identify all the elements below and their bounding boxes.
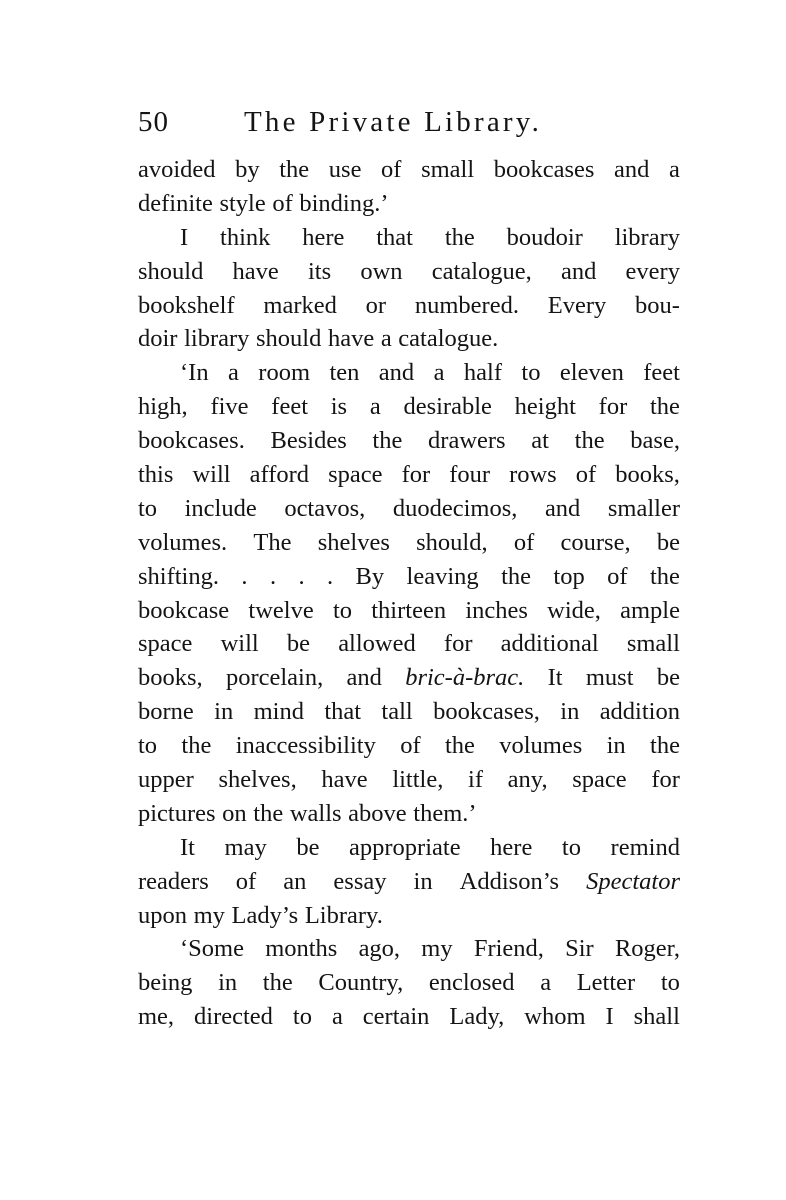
word: the — [253, 799, 284, 827]
word: to — [561, 833, 581, 861]
word: the — [444, 732, 475, 760]
word: numbered. — [414, 291, 519, 319]
word: in — [606, 732, 626, 760]
word — [405, 661, 524, 695]
word: for — [651, 766, 680, 794]
word: pictures — [138, 799, 216, 827]
word: course, — [560, 528, 631, 556]
word: bou- — [635, 291, 680, 319]
word: bookshelf — [138, 291, 235, 319]
word: borne — [138, 698, 194, 726]
word: the — [279, 156, 310, 183]
word: Sir — [565, 935, 594, 963]
word: my — [421, 935, 453, 963]
word: for — [598, 393, 628, 421]
text-line — [138, 966, 680, 1000]
word: Lady’s — [231, 901, 299, 929]
word: and — [346, 664, 382, 692]
word: I — [605, 1003, 614, 1031]
word: remind — [610, 833, 680, 861]
word: the — [649, 393, 680, 421]
text-line — [138, 729, 680, 763]
word: duodecimos, — [392, 494, 518, 522]
text-line — [138, 1000, 680, 1034]
word: on — [222, 799, 247, 827]
word: to — [138, 494, 158, 522]
word: rows — [509, 461, 557, 489]
word: directed — [194, 1003, 273, 1031]
text-line — [138, 390, 680, 424]
word: Letter — [576, 969, 636, 997]
word: Besides — [270, 427, 347, 455]
word: little, — [392, 766, 444, 794]
word: the — [262, 969, 293, 997]
word: may — [224, 833, 267, 861]
word: height — [514, 393, 576, 421]
italic-text: bric-à-brac. — [405, 664, 525, 692]
word: . — [327, 562, 334, 590]
word: me, — [138, 1003, 175, 1031]
word: It — [180, 833, 195, 861]
word: room — [258, 359, 311, 387]
word: a — [669, 156, 680, 183]
word: being — [138, 969, 193, 997]
text-line — [138, 526, 680, 560]
word: a — [380, 325, 392, 353]
word: have — [232, 257, 279, 285]
word: should, — [416, 528, 488, 556]
word: in — [560, 698, 580, 726]
text-line — [138, 695, 680, 729]
word: its — [308, 257, 332, 285]
word: Friend, — [473, 935, 544, 963]
word: this — [138, 461, 174, 489]
word: to — [660, 969, 680, 997]
word: bookcases. — [138, 427, 245, 455]
word: Lady, — [449, 1003, 505, 1031]
text-line — [138, 221, 680, 255]
word: inaccessibility — [235, 732, 376, 760]
word: a — [228, 359, 239, 387]
word: It — [547, 664, 563, 692]
word: volumes. — [138, 528, 228, 556]
word: use — [328, 156, 362, 183]
word: catalogue. — [398, 325, 499, 353]
word: porcelain, — [225, 664, 324, 692]
word: afford — [249, 461, 310, 489]
word: bookcase — [138, 596, 230, 624]
word: inches — [465, 596, 528, 624]
word: and — [560, 257, 597, 285]
word: for — [401, 461, 431, 489]
word: marked — [263, 291, 337, 319]
word: of — [381, 156, 402, 183]
word: . — [269, 562, 277, 590]
word: Country, — [318, 969, 404, 997]
word: whom — [524, 1003, 586, 1031]
word: upper — [138, 766, 194, 794]
word: appropriate — [349, 833, 461, 861]
word: library — [614, 223, 680, 251]
word: at — [531, 427, 549, 455]
word: be — [656, 528, 680, 556]
word: think — [220, 223, 271, 251]
word: shall — [633, 1003, 680, 1031]
word: a — [433, 359, 445, 387]
word: volumes — [499, 732, 583, 760]
word: wide, — [547, 596, 601, 624]
word: shelves, — [218, 766, 297, 794]
text-line — [138, 797, 680, 831]
word: By — [355, 562, 385, 590]
word: upon — [138, 901, 187, 929]
word: Library. — [304, 901, 383, 929]
text-line — [138, 356, 680, 390]
word: to — [332, 596, 353, 624]
word: library — [184, 325, 250, 353]
text-line — [138, 187, 680, 221]
word: the — [574, 427, 605, 455]
word: space — [572, 766, 627, 794]
word: above — [348, 799, 407, 827]
word: any, — [507, 766, 548, 794]
word: Roger, — [614, 935, 680, 963]
word: in — [413, 867, 433, 895]
word: should — [256, 325, 322, 353]
word: the — [649, 562, 680, 590]
word: . — [241, 562, 248, 590]
word: certain — [362, 1003, 430, 1031]
text-line — [138, 560, 680, 594]
word: The — [253, 528, 292, 556]
text-line — [138, 458, 680, 492]
word: will — [220, 630, 259, 658]
word: twelve — [248, 596, 314, 624]
word: small — [626, 630, 680, 658]
running-title: The Private Library. — [244, 106, 543, 138]
word: octavos, — [284, 494, 366, 522]
word: and — [378, 359, 415, 387]
page-number: 50 — [138, 106, 169, 138]
word: of — [513, 528, 535, 556]
text-line — [138, 627, 680, 661]
word: for — [443, 630, 473, 658]
word: of — [607, 562, 628, 590]
word: include — [184, 494, 257, 522]
word: walls — [289, 799, 342, 827]
word: by — [235, 156, 260, 183]
word: or — [365, 291, 387, 319]
word: be — [656, 664, 680, 692]
word: shifting. — [138, 562, 219, 590]
word: a — [331, 1003, 343, 1031]
word: and — [614, 156, 650, 183]
word: of — [575, 461, 597, 489]
word: must — [585, 664, 634, 692]
word: the — [181, 732, 212, 760]
word: if — [468, 766, 483, 794]
word: of — [272, 189, 293, 217]
word: is — [330, 393, 348, 421]
word: binding.’ — [299, 189, 389, 217]
word: the — [372, 427, 403, 455]
word: ‘In — [180, 359, 209, 387]
word: tall — [381, 698, 413, 726]
word: leaving — [406, 562, 479, 590]
text-line — [138, 594, 680, 628]
word: four — [449, 461, 491, 489]
word: high, — [138, 393, 188, 421]
text-line — [138, 932, 680, 966]
word: additional — [500, 630, 599, 658]
word: space — [328, 461, 383, 489]
word: . — [298, 562, 305, 590]
word: them.’ — [413, 799, 477, 827]
word — [586, 865, 680, 899]
word: boudoir — [506, 223, 583, 251]
word: readers — [138, 867, 209, 895]
text-line — [138, 255, 680, 289]
word: addition — [599, 698, 680, 726]
word: books, — [615, 461, 680, 489]
word: should — [138, 257, 204, 285]
word: months — [265, 935, 338, 963]
word: mind — [253, 698, 304, 726]
word: base, — [630, 427, 680, 455]
italic-text: Spectator — [586, 867, 680, 895]
word: books, — [138, 664, 203, 692]
word: of — [400, 732, 421, 760]
word: top — [553, 562, 585, 590]
word: in — [218, 969, 238, 997]
word: shelves — [317, 528, 390, 556]
word: style — [219, 189, 266, 217]
word: the — [501, 562, 531, 590]
text-line — [138, 763, 680, 797]
word: here — [490, 833, 533, 861]
word: a — [540, 969, 552, 997]
text-line — [138, 899, 680, 933]
word: enclosed — [428, 969, 515, 997]
running-head — [138, 100, 598, 144]
word: doir — [138, 325, 178, 353]
word: have — [327, 325, 375, 353]
word: a — [369, 393, 381, 421]
text-line — [138, 153, 680, 187]
word: every — [625, 257, 680, 285]
word: bookcases — [493, 156, 595, 183]
word: avoided — [138, 156, 216, 183]
word: Every — [547, 291, 607, 319]
word: feet — [643, 359, 680, 387]
word: eleven — [559, 359, 624, 387]
text-line — [138, 322, 680, 356]
word: to — [292, 1003, 312, 1031]
word: essay — [333, 867, 387, 895]
word: drawers — [428, 427, 506, 455]
word: definite — [138, 189, 213, 217]
word: be — [286, 630, 311, 658]
word: that — [324, 698, 362, 726]
text-line — [138, 492, 680, 526]
word: the — [650, 732, 680, 760]
word: Addison’s — [459, 867, 560, 895]
word: an — [283, 867, 307, 895]
word: my — [193, 901, 225, 929]
word: catalogue, — [431, 257, 532, 285]
word: ago, — [358, 935, 401, 963]
word: be — [296, 833, 320, 861]
body-text — [138, 153, 680, 1034]
word: to — [138, 732, 158, 760]
word: in — [214, 698, 234, 726]
word: feet — [271, 393, 308, 421]
text-line — [138, 289, 680, 323]
word: ten — [329, 359, 360, 387]
word: allowed — [338, 630, 416, 658]
word: small — [421, 156, 475, 183]
word: the — [444, 223, 475, 251]
word: and — [544, 494, 581, 522]
word: here — [302, 223, 345, 251]
word: desirable — [403, 393, 492, 421]
word: will — [192, 461, 231, 489]
word: thirteen — [371, 596, 447, 624]
text-line — [138, 661, 680, 695]
text-line — [138, 865, 680, 899]
word: to — [521, 359, 541, 387]
word: ample — [620, 596, 680, 624]
word: smaller — [607, 494, 680, 522]
word: have — [321, 766, 368, 794]
text-line — [138, 831, 680, 865]
word: bookcases, — [433, 698, 540, 726]
word: half — [463, 359, 502, 387]
text-line — [138, 424, 680, 458]
word: that — [376, 223, 413, 251]
word: five — [210, 393, 249, 421]
word: of — [235, 867, 257, 895]
word: ‘Some — [180, 935, 244, 963]
word: space — [138, 630, 193, 658]
word: own — [360, 257, 403, 285]
word: I — [180, 223, 189, 251]
